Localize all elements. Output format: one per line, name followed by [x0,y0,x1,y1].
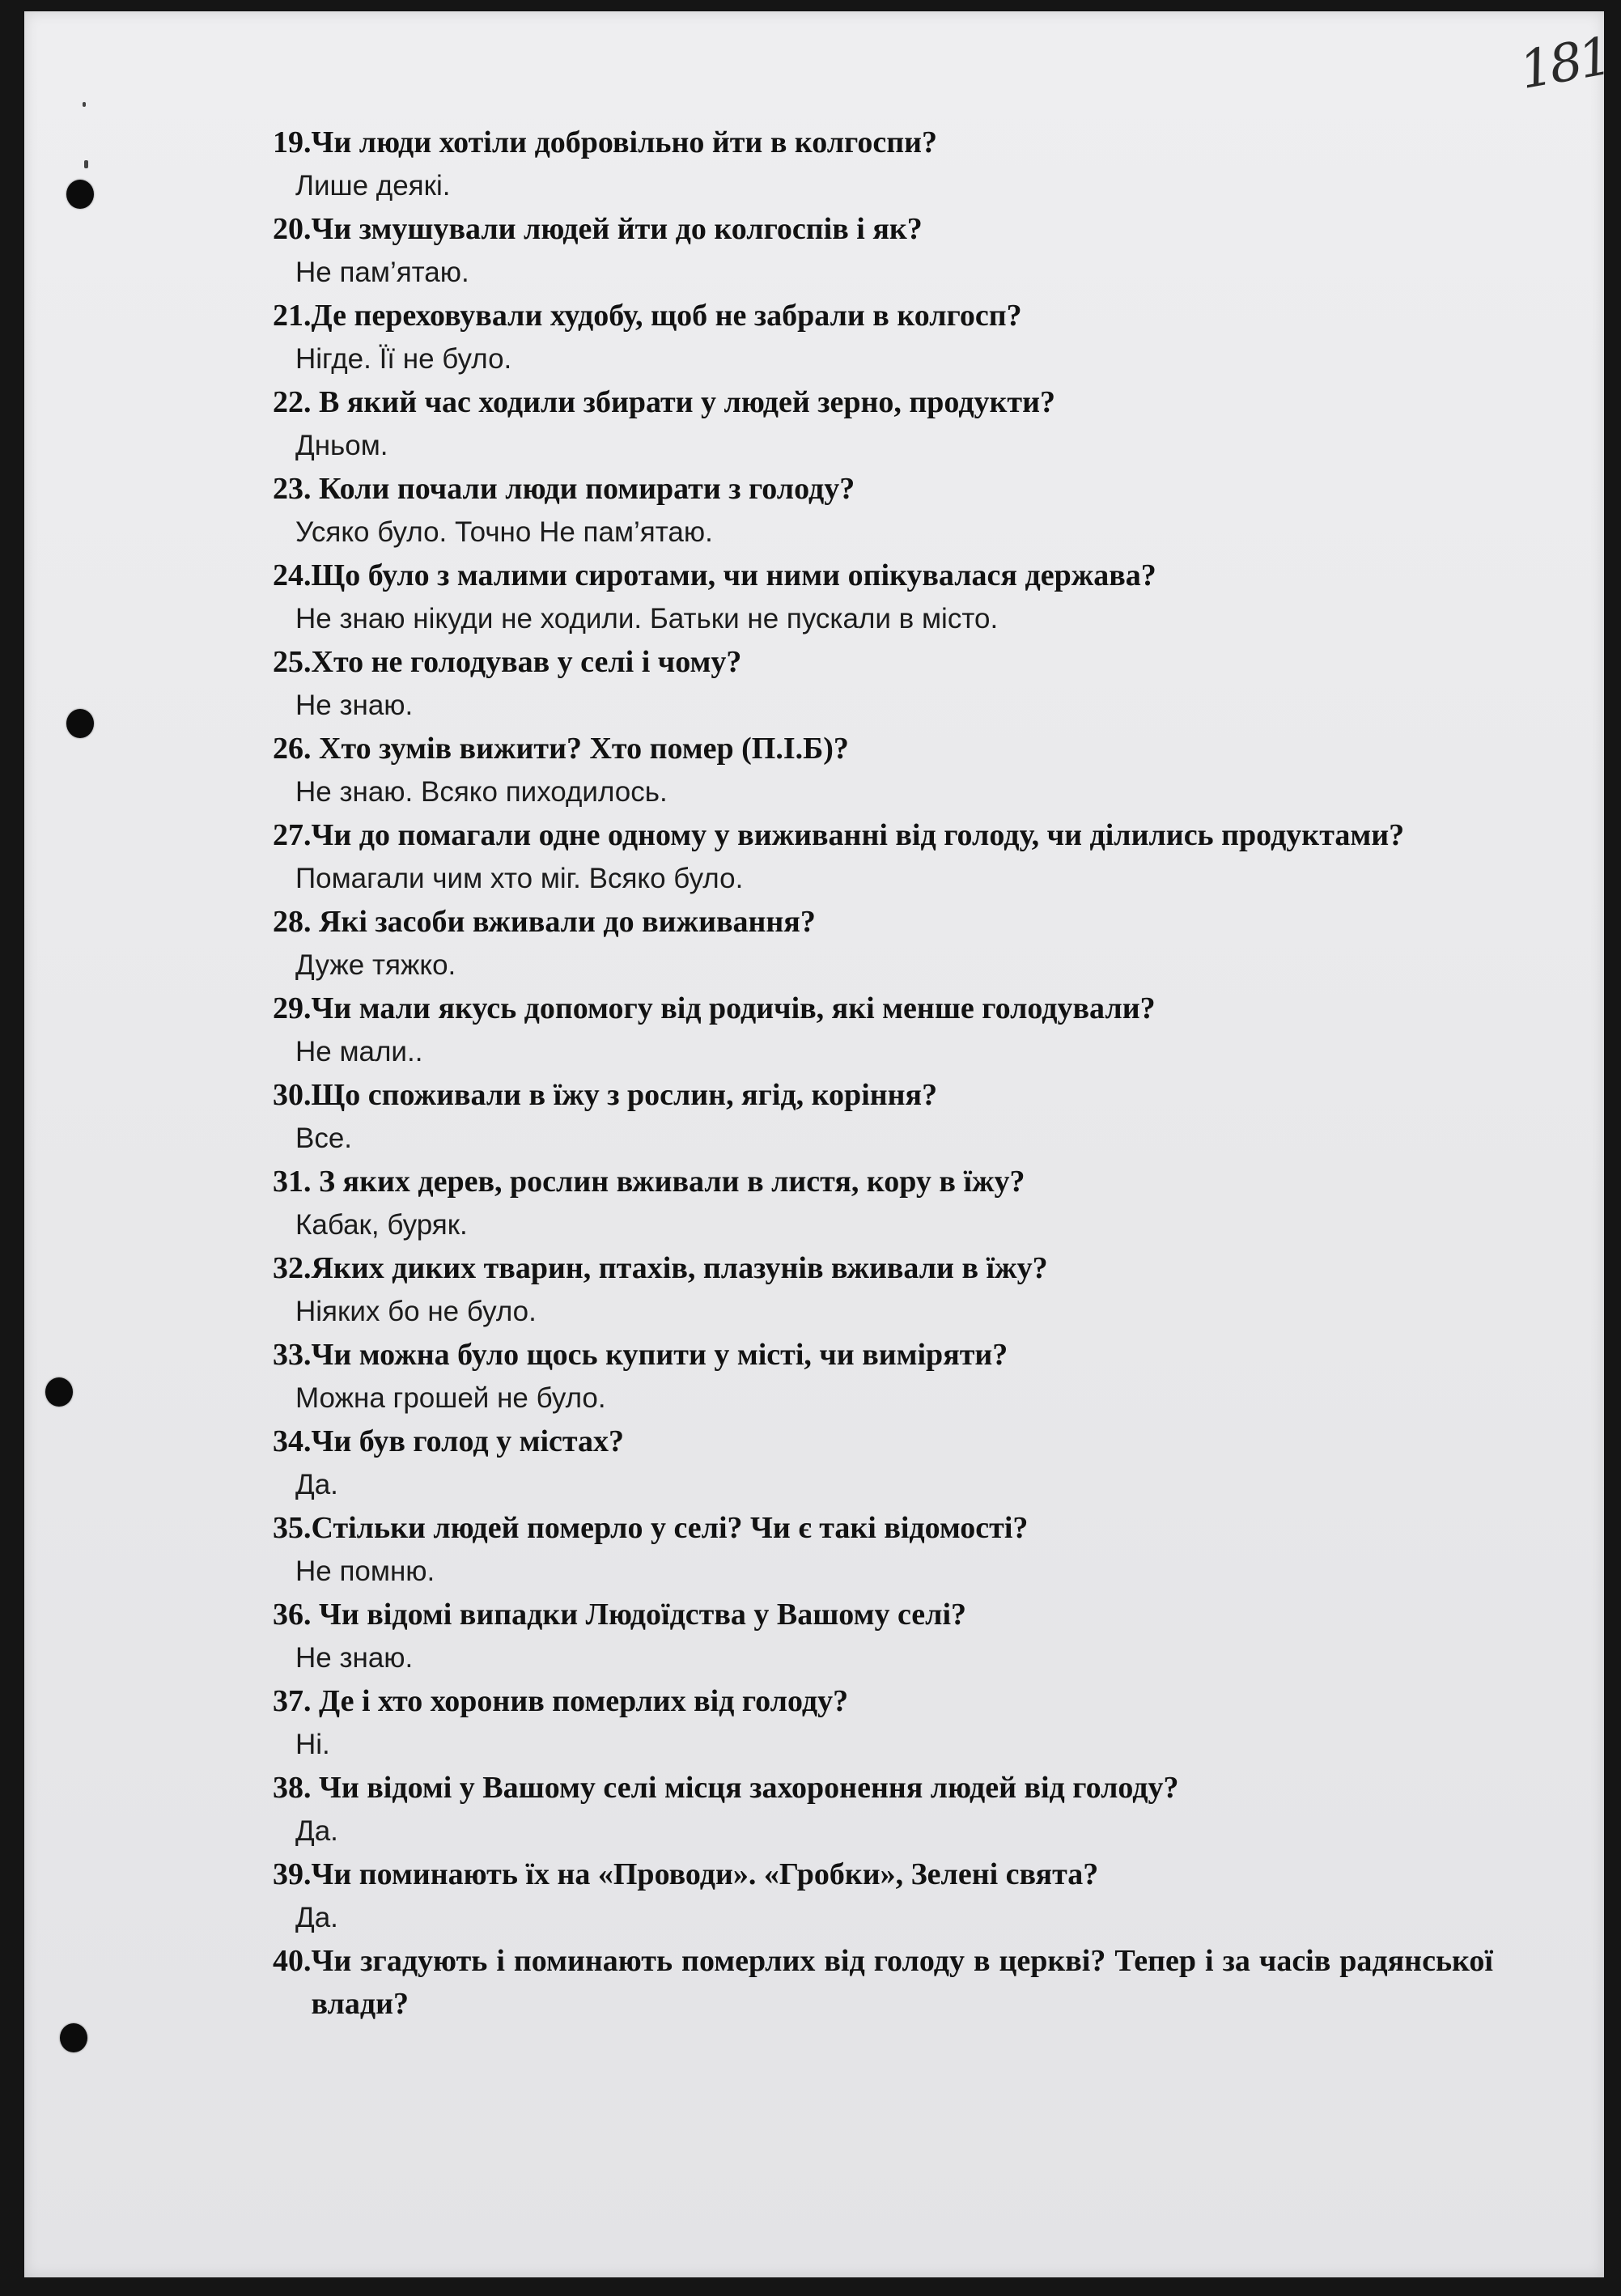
question [273,1507,1493,1550]
questionnaire-list [273,121,1493,2026]
question-number: 31. [273,1165,319,1199]
punch-hole-icon [66,180,94,209]
punch-hole-icon [45,1377,73,1407]
question-text: Де переховували худобу, щоб не забрали в колгосп? [311,299,1022,333]
question [273,728,1493,770]
question-text: Чи згадують і поминають померлих від голоду в церкві? Тепер і за часів радянської влади? [311,1944,1493,2021]
question-number: 21. [273,299,312,333]
qa-item [273,1507,1493,1594]
question [273,121,1493,164]
answer-text: Не знаю нікуди не ходили. Батьки не пускали в місто. [295,603,999,634]
question [273,1161,1493,1203]
question [273,468,1493,511]
question [273,1334,1493,1377]
qa-item [273,1247,1493,1334]
question-text: Чи мали якусь допомогу від родичів, які менше голодували? [311,991,1156,1025]
page-number: 181 [1515,26,1614,102]
qa-item [273,295,1493,381]
question [273,814,1493,857]
question [273,1940,1493,2026]
qa-item [273,1680,1493,1767]
question-number: 30. [273,1078,312,1112]
answer-text: Ні. [295,1729,330,1760]
answer-text: Да. [295,1902,338,1933]
answer-text: Помагали чим хто міг. Всяко було. [295,863,744,894]
answer-text: Дуже тяжко. [295,949,456,981]
question-text: З яких дерев, рослин вживали в листя, кору в їжу? [319,1165,1025,1199]
punch-hole-icon [66,709,94,738]
question [273,1594,1493,1636]
question [273,1853,1493,1896]
question [273,1680,1493,1723]
question-number: 24. [273,558,312,592]
answer-text: Не помню. [295,1555,435,1587]
qa-item [273,554,1493,641]
qa-item [273,901,1493,987]
answer-text: Кабак, буряк. [295,1209,468,1241]
answer-text: Да. [295,1815,338,1847]
question-number: 36. [273,1598,319,1632]
question-text: Які засоби вживали до виживання? [319,905,816,939]
qa-item [273,641,1493,728]
qa-item [273,468,1493,554]
question-number: 33. [273,1338,312,1372]
question-text: Чи змушували людей йти до колгоспів і як? [311,212,923,246]
question [273,208,1493,251]
answer-text: Не пам’ятаю. [295,257,469,288]
answer-text: Дньом. [295,430,388,461]
question-number: 23. [273,472,319,506]
qa-item [273,814,1493,901]
answer-text: Да. [295,1469,338,1500]
qa-item [273,121,1493,208]
qa-item [273,1853,1493,1940]
answer-text: Не мали.. [295,1036,423,1067]
question-text: Хто зумів вижити? Хто помер (П.І.Б)? [319,732,849,766]
qa-item [273,1334,1493,1420]
stray-mark [83,102,86,107]
question [273,381,1493,424]
question [273,1247,1493,1290]
qa-item [273,1161,1493,1247]
question-text: Чи можна було щось купити у місті, чи виміряти? [311,1338,1008,1372]
question-text: Чи люди хотіли добровільно йти в колгоспи? [311,125,938,159]
answer-text: Можна грошей не було. [295,1382,606,1414]
question-text: Чи поминають їх на «Проводи». «Гробки», Зелені свята? [311,1857,1099,1891]
punch-hole-icon [60,2023,87,2052]
question [273,295,1493,337]
question [273,901,1493,944]
question [273,987,1493,1030]
question-number: 19. [273,125,312,159]
question-number: 37. [273,1684,319,1718]
qa-item [273,1940,1493,2026]
question-number: 40. [273,1944,312,1978]
question-text: Що споживали в їжу з рослин, ягід, коріння? [311,1078,938,1112]
stray-mark [84,160,88,168]
question-number: 29. [273,991,312,1025]
qa-item [273,381,1493,468]
question [273,1074,1493,1117]
question-number: 38. [273,1771,319,1805]
question-number: 26. [273,732,319,766]
qa-item [273,208,1493,295]
question-number: 25. [273,645,312,679]
question-text: Чи був голод у містах? [311,1424,625,1458]
qa-item [273,1767,1493,1853]
question [273,1767,1493,1810]
question-text: Де і хто хоронив померлих від голоду? [319,1684,849,1718]
qa-item [273,728,1493,814]
question-text: Яких диких тварин, птахів, плазунів вживали в їжу? [311,1251,1048,1285]
question-number: 35. [273,1511,312,1545]
qa-item [273,1074,1493,1161]
answer-text: Усяко було. Точно Не пам’ятаю. [295,516,713,548]
answer-text: Лише деякі. [295,170,451,202]
question-number: 20. [273,212,312,246]
question [273,641,1493,684]
qa-item [273,1594,1493,1680]
qa-item [273,1420,1493,1507]
answer-text: Не знаю. [295,690,414,721]
question-text: Що було з малими сиротами, чи ними опікувалася держава? [311,558,1156,592]
answer-text: Ніяких бо не було. [295,1296,537,1327]
answer-text: Нігде. Її не було. [295,343,512,375]
answer-text: Все. [295,1123,353,1154]
question-number: 27. [273,818,312,852]
answer-text: Не знаю. Всяко пиходилось. [295,776,668,808]
qa-item [273,987,1493,1074]
question-number: 32. [273,1251,312,1285]
question-number: 34. [273,1424,312,1458]
question [273,554,1493,597]
question-text: Чи до помагали одне одному у виживанні від голоду, чи ділились продуктами? [311,818,1405,852]
question-number: 39. [273,1857,312,1891]
question-text: Стільки людей померло у селі? Чи є такі відомості? [311,1511,1029,1545]
question-number: 28. [273,905,319,939]
answer-text: Не знаю. [295,1642,414,1674]
question-text: Чи відомі у Вашому селі місця захоронення людей від голоду? [319,1771,1179,1805]
question-text: Хто не голодував у селі і чому? [311,645,742,679]
question-text: В який час ходили збирати у людей зерно, продукти? [319,385,1055,419]
question-number: 22. [273,385,319,419]
question-text: Коли почали люди помирати з голоду? [319,472,855,506]
question [273,1420,1493,1463]
question-text: Чи відомі випадки Людоїдства у Вашому селі? [319,1598,967,1632]
